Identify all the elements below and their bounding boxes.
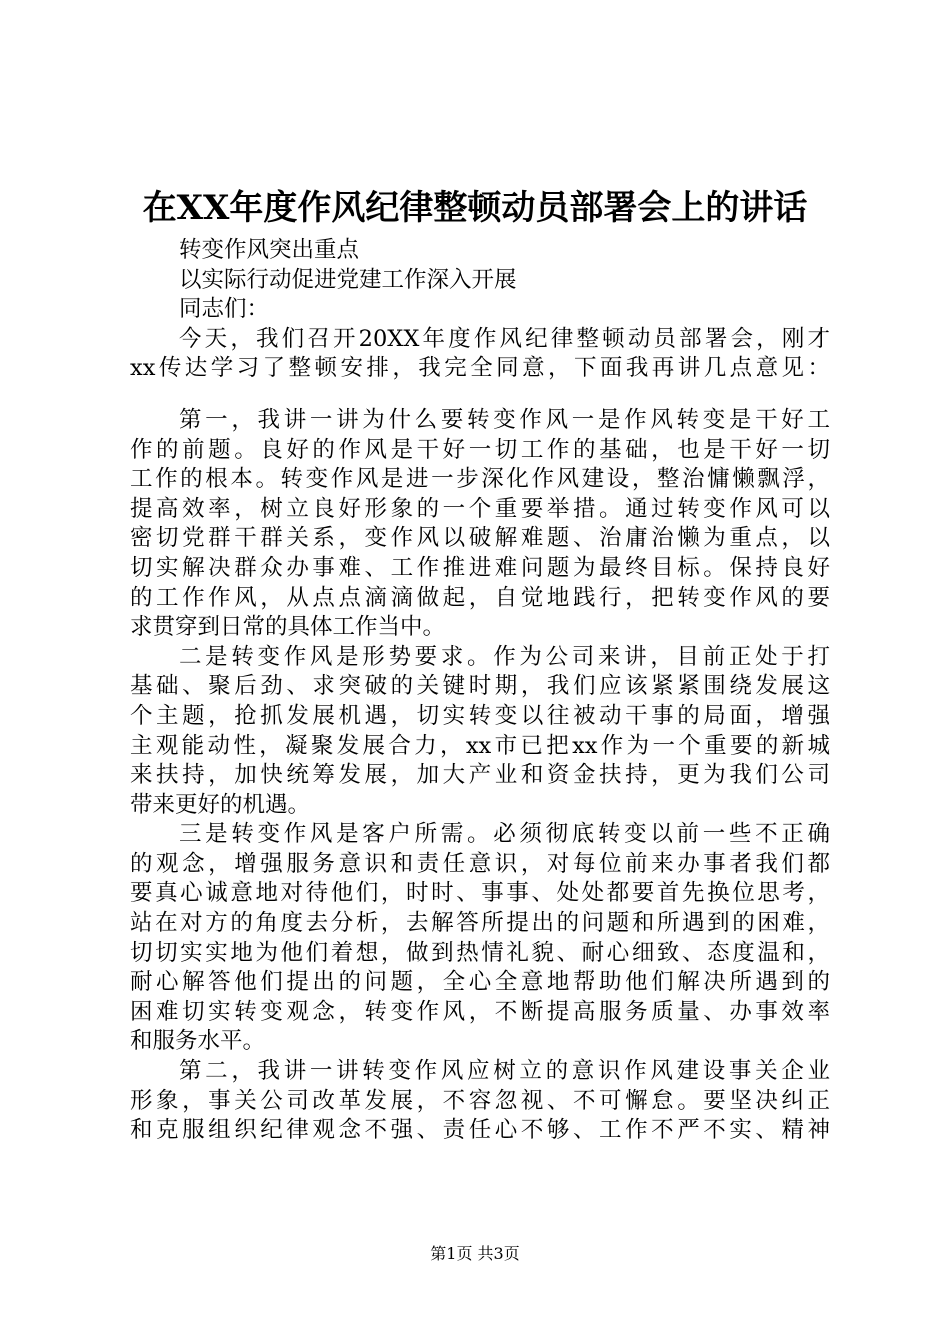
body-line: 耐心解答他们提出的问题，全心全意地帮助他们解决所遇到的 [130,969,830,996]
subtitle-line: 转变作风突出重点 [179,237,360,263]
body-line: 求贯穿到日常的具体工作当中。 [130,614,446,641]
body-line: 和服务水平。 [130,1028,266,1055]
body-line: 提高效率，树立良好形象的一个重要举措。通过转变作风可以 [130,495,830,522]
salutation-line: 同志们： [179,296,270,323]
body-line: 密切党群干群关系，变作风以破解难题、治庸治懒为重点，以 [130,525,830,552]
body-line: 切切实实地为他们着想，做到热情礼貌、耐心细致、态度温和， [130,939,830,966]
subtitle-line: 以实际行动促进党建工作深入开展 [179,266,517,293]
body-line: 来扶持，加快统筹发展，加大产业和资金扶持，更为我们公司 [130,762,830,789]
body-line: 主观能动性，凝聚发展合力，xx市已把xx作为一个重要的新城 [130,732,830,759]
body-line: xx传达学习了整顿安排，我完全同意，下面我再讲几点意见： [130,355,830,382]
body-line: 形象，事关公司改革发展，不容忽视、不可懈怠。要坚决纠正 [130,1087,830,1114]
body-line: 二是转变作风是形势要求。作为公司来讲，目前正处于打 [179,643,830,670]
document-body [130,236,830,1146]
body-line: 站在对方的角度去分析，去解答所提出的问题和所遇到的困难， [130,910,830,937]
body-line: 三是转变作风是客户所需。必须彻底转变以前一些不正确 [179,821,830,848]
body-line: 今天，我们召开20XX年度作风纪律整顿动员部署会，刚才 [179,325,830,352]
body-line: 困难切实转变观念，转变作风，不断提高服务质量、办事效率 [130,998,830,1025]
body-line: 第二，我讲一讲转变作风应树立的意识作风建设事关企业 [179,1058,830,1085]
body-line: 带来更好的机遇。 [130,791,311,818]
body-line: 切实解决群众办事难、工作推进难问题为最终目标。保持良好 [130,554,830,581]
page-footer: 第1页 共3页 [430,1244,520,1263]
body-line: 第一，我讲一讲为什么要转变作风一是作风转变是干好工 [179,406,830,433]
body-line: 作的前题。良好的作风是干好一切工作的基础，也是干好一切 [130,436,830,463]
body-line: 个主题，抢抓发展机遇，切实转变以往被动干事的局面，增强 [130,702,830,729]
body-line: 的观念，增强服务意识和责任意识，对每位前来办事者我们都 [130,850,830,877]
body-line: 基础、聚后劲、求突破的关键时期，我们应该紧紧围绕发展这 [130,673,830,700]
document-title: 在XX年度作风纪律整顿动员部署会上的讲话 [142,188,808,228]
body-line: 的工作作风，从点点滴滴做起，自觉地践行，把转变作风的要 [130,584,830,611]
body-line: 工作的根本。转变作风是进一步深化作风建设，整治慵懒飘浮， [130,466,830,493]
body-line: 要真心诚意地对待他们，时时、事事、处处都要首先换位思考， [130,880,830,907]
body-line: 和克服组织纪律观念不强、责任心不够、工作不严不实、精神 [130,1117,830,1144]
